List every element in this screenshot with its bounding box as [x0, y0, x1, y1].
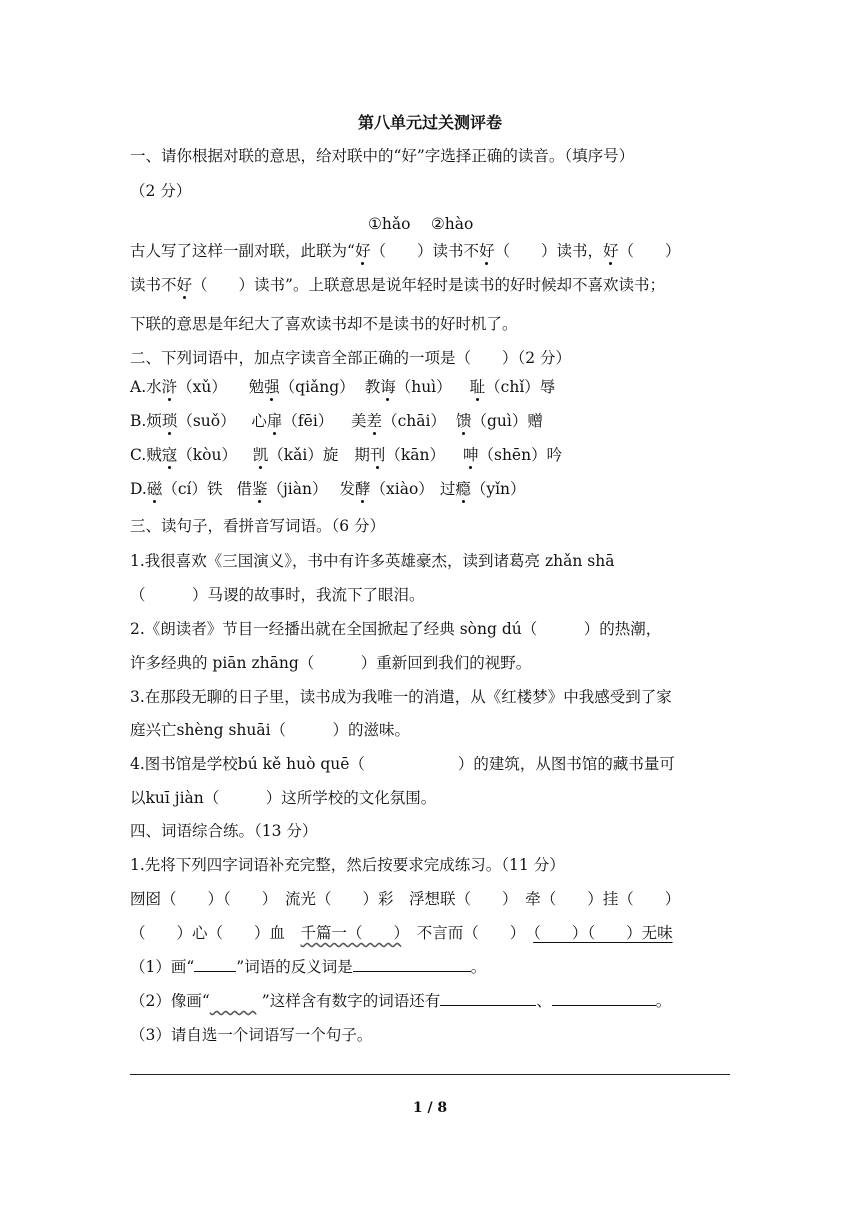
s3-line-2: （ ）马谡的故事时，我流下了眼泪。: [130, 586, 425, 604]
s3-line-6: 庭兴亡shèng shuāi（ ）的滋味。: [130, 721, 411, 739]
couplet-line-1: 古人写了这样一副对联，此联为“好（ ）读书不好（ ）读书，好（ ）: [130, 242, 681, 260]
s3-line-3: 2.《朗读者》节目一经播出就在全国掀起了经典 sòng dú（ ）的热潮，: [130, 620, 662, 638]
exercise-3: （3）请自选一个词语写一个句子。: [130, 1026, 373, 1044]
exercise-2: （2）像画“ ”这样含有数字的词语还有 、 。: [130, 992, 672, 1010]
section2-question: 二、下列词语中，加点字读音全部正确的一项是（ ）（2 分）: [130, 349, 572, 367]
s3-line-5: 3.在那段无聊的日子里，读书成为我唯一的消遣，从《红楼梦》中我感受到了家: [130, 688, 672, 706]
s3-line-7: 4.图书馆是学校bú kě huò quē（ ）的建筑，从图书馆的藏书量可: [130, 755, 675, 773]
option-c: C.贼寇（kòu） 凯（kǎi）旋 期刊（kān） 呻（shēn）吟: [130, 446, 563, 464]
page-title: 第八单元过关测评卷: [357, 113, 502, 132]
option-b: B.烦琐（suǒ） 心扉（fēi） 美差（chāi） 馈（guì）赠: [130, 412, 543, 430]
section1-score: （2 分）: [130, 182, 192, 200]
pronunciation-options: ①hǎo ②hào: [368, 215, 474, 233]
section4-question: 四、词语综合练。（13 分）: [130, 822, 318, 840]
s4-subquestion-1: 1.先将下列四字词语补充完整，然后按要求完成练习。（11 分）: [130, 856, 565, 874]
section3-question: 三、读句子，看拼音写词语。（6 分）: [130, 517, 386, 535]
idiom-row-2: （ ）心（ ）血 千篇一（ ） 不言而（ ） （ ）（ ）无味: [130, 924, 673, 942]
option-a: A.水浒（xǔ） 勉强（qiǎng） 教诲（huì） 耻（chǐ）辱: [130, 378, 556, 396]
page-number: 1 / 8: [412, 1100, 448, 1116]
exercise-1: （1）画“ ”词语的反义词是 。: [130, 958, 487, 976]
s3-line-1: 1.我很喜欢《三国演义》，书中有许多英雄豪杰，读到诸葛亮 zhǎn shā: [130, 552, 615, 570]
couplet-line-3: 下联的意思是年纪大了喜欢读书却不是读书的好时机了。: [130, 315, 518, 333]
s3-line-8: 以kuī jiàn（ ）这所学校的文化氛围。: [130, 789, 437, 807]
footer-divider: [130, 1074, 730, 1075]
option-d: D.磁（cí）铁 借鉴（jiàn） 发酵（xiào） 过瘾（yǐn）: [130, 480, 526, 498]
couplet-line-2: 读书不好（ ）读书”。上联意思是说年轻时是读书的好时候却不喜欢读书；: [130, 276, 665, 294]
idiom-row-1: 囫囵（ ）（ ） 流光（ ）彩 浮想联（ ） 牵（ ）挂（ ）: [130, 890, 681, 908]
s3-line-4: 许多经典的 piān zhāng（ ）重新回到我们的视野。: [130, 654, 532, 672]
section1-question: 一、请你根据对联的意思，给对联中的“好”字选择正确的读音。（填序号）: [130, 147, 635, 165]
